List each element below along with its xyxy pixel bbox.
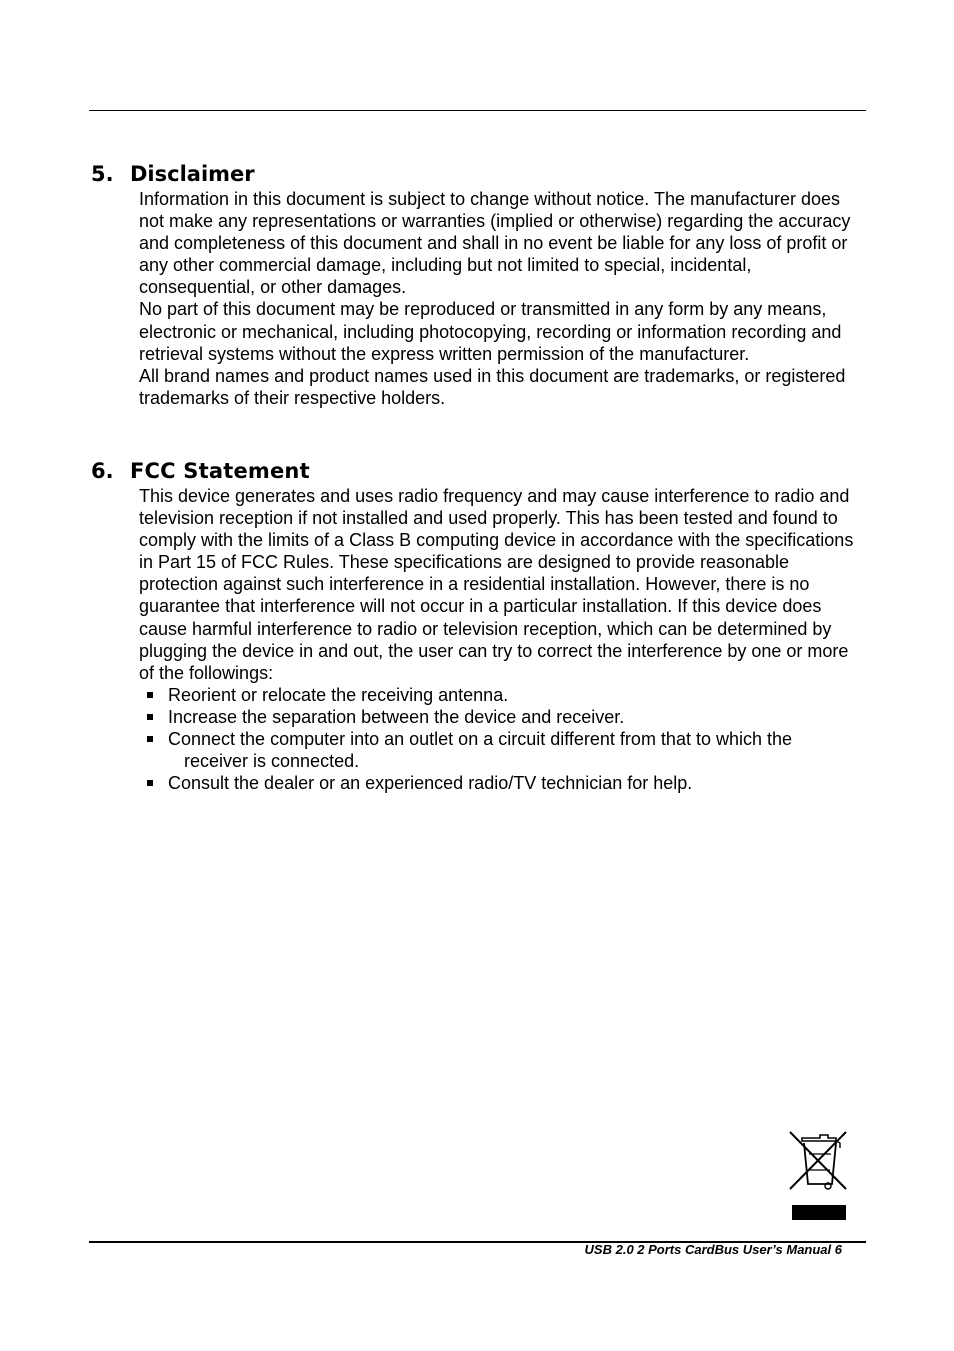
square-bullet-icon [147,714,153,720]
square-bullet-icon [147,736,153,742]
list-item-text: Reorient or relocate the receiving antenna. [168,684,509,705]
section-fcc-statement [91,457,871,794]
section-heading [91,160,871,188]
section-title: FCC Statement [130,459,310,483]
list-item [139,728,863,772]
section-body [139,485,863,794]
list-item [139,684,863,706]
section-heading [91,457,871,485]
list-item [139,706,863,728]
page-footer: USB 2.0 2 Ports CardBus User’s Manual 6 [584,1242,842,1257]
paragraph: This device generates and uses radio frequency and may cause interference to radio and television reception if not installed and used properly. This has been tested and found to comply with the limits of a Class B computing device in accordance with the specifications in Part 15 of FCC Rules. These specifications are designed to provide reasonable protection against such interference in a residential installation. However, there is no guarantee that interference will not occur in a particular installation. If this device does cause harmful interference to radio or television reception, which can be determined by plugging the device in and out, the user can try to correct the interference by one or more of the followings: [139,486,854,683]
paragraph: No part of this document may be reproduced or transmitted in any form by any means, electronic or mechanical, including photocopying, recording or information recording and retrieval systems without the express written permission of the manufacturer. [139,299,842,364]
paragraph: Information in this document is subject to change without notice. The manufacturer does not make any representations or warranties (implied or otherwise) regarding the accuracy and completeness of this document and shall in no event be liable for any loss of profit or any other commercial damage, including but not limited to special, incidental, consequential, or other damages. [139,189,851,298]
section-number: 6. [91,459,114,483]
bullet-list [139,684,863,794]
square-bullet-icon [147,780,153,786]
list-item-text: Consult the dealer or an experienced radio/TV technician for help. [168,773,693,794]
crossed-out-wheelie-bin-icon [786,1130,850,1222]
section-body [139,188,863,409]
section-number: 5. [91,162,114,186]
paragraph: All brand names and product names used in this document are trademarks, or registered trademarks of their respective holders. [139,365,846,408]
section-disclaimer [91,160,871,409]
header-rule [89,110,866,111]
list-item [139,772,863,794]
square-bullet-icon [147,692,153,698]
list-item-text: Increase the separation between the device and receiver. [168,706,625,727]
list-item-continuation: receiver is connected. [184,751,360,772]
section-title: Disclaimer [130,162,255,186]
list-item-text: Connect the computer into an outlet on a circuit different from that to which the [168,729,793,750]
